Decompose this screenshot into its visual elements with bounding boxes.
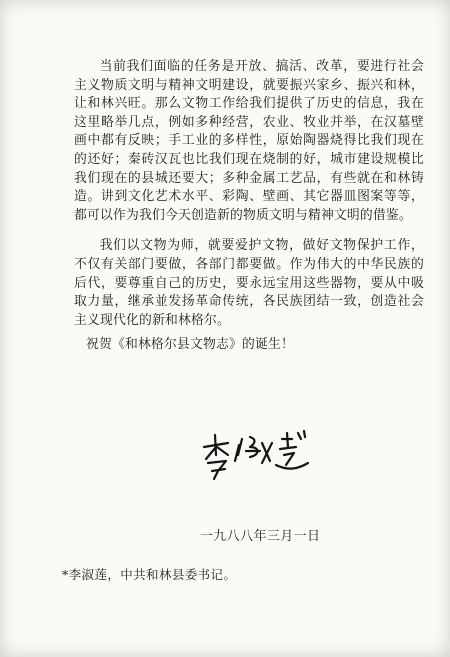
date-line: 一九八八年三月一日: [200, 529, 321, 544]
author-footnote: *李淑莲，中共和林县委书记。: [62, 567, 237, 582]
paragraph-1: 当前我们面临的任务是开放、搞活、改革，要进行社会主义物质文明与精神文明建设，就要振兴家乡、振兴和林，让和林兴旺。那么文物工作给我们提供了历史的信息，我在这里略举几点，例如多种经营，农业、牧业并举，在汉墓壁画中都有反映；手工业的多样性，原始陶器烧得比我们现在的还好；秦砖汉瓦也比我们现在烧制的好，城市建设规模比我们现在的县城还要大；多种金属工艺品，有些就在和林铸造。讲到文化艺术水平、彩陶、壁画、其它器皿图案等等，都可以作为我们今天创造新的物质文明与精神文明的借鉴。: [74, 59, 424, 223]
paragraph-3: 祝贺《和林格尔县文物志》的诞生！: [86, 337, 294, 353]
paragraph-2: 我们以文物为师，就要爱护文物，做好文物保护工作，不仅有关部门要做，各部门都要做。作为伟大的中华民族的后代，要尊重自己的历史，要永远宝用这些器物，要从中吸取力量，继承並发扬革命传统，各民族团结一致，创造社会主义现代化的新和林格尔。: [74, 238, 424, 328]
handwritten-signature: [198, 425, 316, 485]
body-text: [74, 58, 424, 359]
